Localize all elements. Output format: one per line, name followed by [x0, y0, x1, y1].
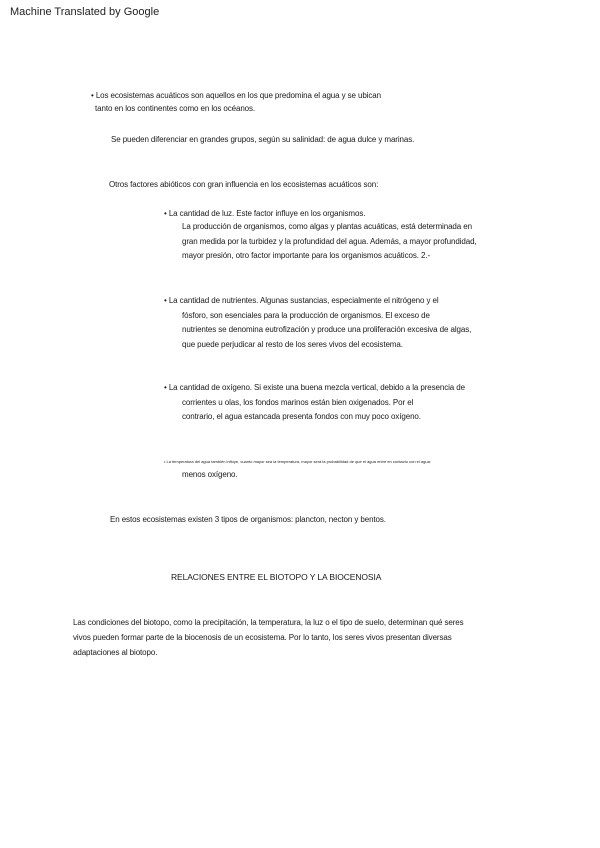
- organisms-paragraph: En estos ecosistemas existen 3 tipos de organismos: plancton, necton y bentos.: [110, 515, 386, 524]
- light-bullet-line-4: mayor presión, otro factor importante para los organismos acuáticos. 2.-: [182, 251, 431, 260]
- groups-paragraph: Se pueden diferenciar en grandes grupos, según su salinidad: de agua dulce y marinas.: [111, 135, 415, 144]
- oxygen-bullet-line-1: • La cantidad de oxígeno. Si existe una buena mezcla vertical, debido a la presencia de: [164, 383, 465, 392]
- temperature-bullet-line-2: menos oxígeno.: [182, 470, 238, 479]
- light-bullet-line-1: • La cantidad de luz. Este factor influye en los organismos.: [164, 209, 366, 218]
- intro-line-2: tanto en los continentes como en los océanos.: [95, 104, 256, 113]
- nutrients-bullet-line-1: • La cantidad de nutrientes. Algunas sustancias, especialmente el nitrógeno y el: [164, 296, 439, 305]
- factors-intro: Otros factores abióticos con gran influencia en los ecosistemas acuáticos son:: [109, 180, 379, 189]
- oxygen-bullet-line-2: corrientes u olas, los fondos marinos están bien oxigenados. Por el: [182, 398, 414, 407]
- machine-translated-header: Machine Translated by Google: [10, 6, 160, 18]
- section-title: RELACIONES ENTRE EL BIOTOPO Y LA BIOCENOSIA: [171, 572, 382, 582]
- relations-line-2: vivos pueden formar parte de la biocenosis de un ecosistema. Por lo tanto, los seres vivos presentan diversas: [73, 633, 452, 642]
- nutrients-bullet-line-4: que puede perjudicar al resto de los seres vivos del ecosistema.: [182, 340, 403, 349]
- nutrients-bullet-line-2: fósforo, son esenciales para la producción de organismos. El exceso de: [182, 311, 430, 320]
- relations-line-3: adaptaciones al biotopo.: [73, 648, 158, 657]
- relations-line-1: Las condiciones del biotopo, como la precipitación, la temperatura, la luz o el tipo de suelo, determinan qué seres: [73, 618, 464, 627]
- temperature-bullet-line-1: • La temperatura del agua también influye, cuanto mayor sea la temperatura, mayor será la probabilidad de que el agua entre en contacto con el agua:: [164, 459, 431, 464]
- intro-line-1: • Los ecosistemas acuáticos son aquellos en los que predomina el agua y se ubican: [91, 91, 381, 100]
- nutrients-bullet-line-3: nutrientes se denomina eutrofización y produce una proliferación excesiva de algas,: [182, 325, 472, 334]
- light-bullet-line-2: La producción de organismos, como algas y plantas acuáticas, está determinada en: [182, 222, 472, 231]
- light-bullet-line-3: gran medida por la turbidez y la profundidad del agua. Además, a mayor profundidad,: [182, 237, 477, 246]
- oxygen-bullet-line-3: contrario, el agua estancada presenta fondos con muy poco oxígeno.: [182, 412, 421, 421]
